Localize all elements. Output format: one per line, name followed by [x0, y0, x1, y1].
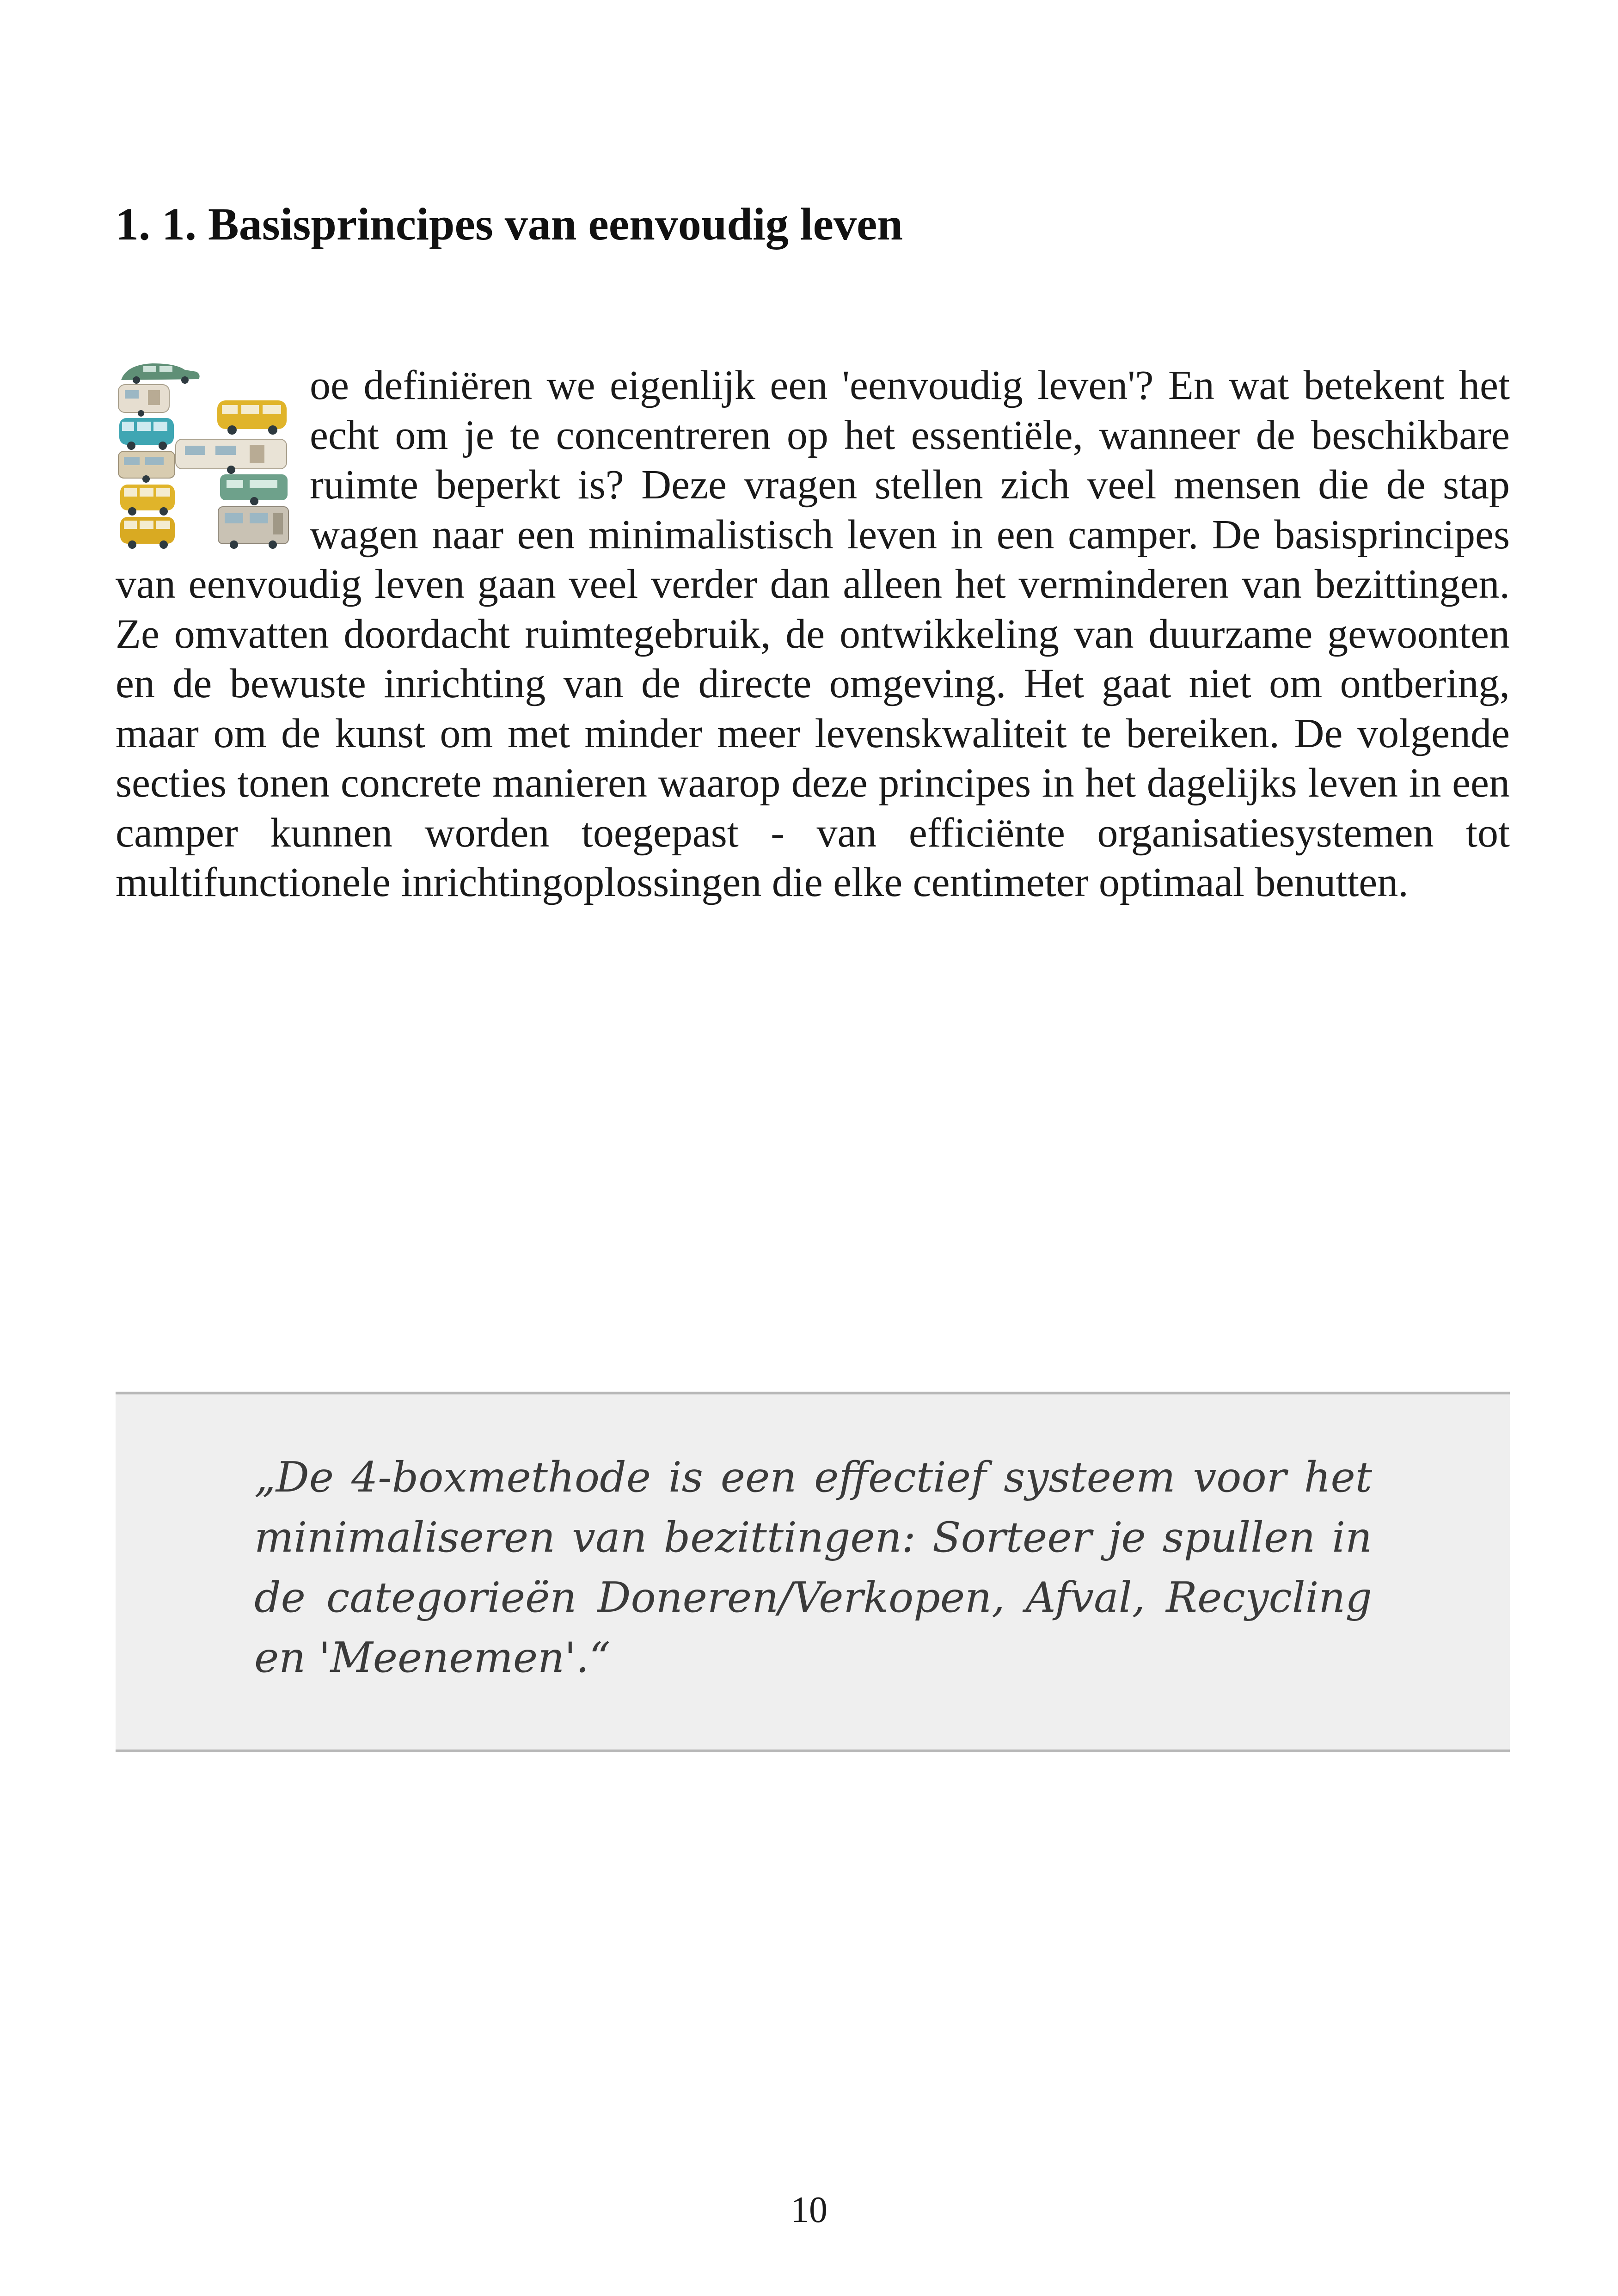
yellow-van-shape-left-2: [120, 517, 175, 549]
intro-paragraph-text: oe definiëren we eigenlijk een 'eenvoudig leven'? En wat betekent het echt om je te concentreren op het essentiële, wanneer de beschikbare ruimte beperkt is? Deze vragen stellen zich veel mensen die de stap wagen naar een minimalistisch leven in een camper. De basisprincipes van eenvoudig leven gaan veel verder dan alleen het verminderen van bezittingen. Ze omvatten doordacht ruimtegebruik, de ontwikkeling van duurzame gewoonten en de bewuste inrichting van de directe omgeving. Het gaat niet om ontbering, maar om de kunst om met minder meer levenskwaliteit te bereiken. De volgende secties tonen concrete manieren waarop deze principes in het dagelijks leven in een camper kunnen worden toegepast - van efficiënte organisatiesystemen tot multifunctionele inrichtingoplossingen die elke centimeter optimaal benutten.: [116, 362, 1510, 905]
callout-quote: „De 4-boxmethode is een effectief systeem voor het minimaliseren van bezittingen: Sorteer je spullen in de categorieën Doneren/Verkopen, Afval, Recycling en 'Meenemen'.“: [254, 1453, 1372, 1682]
grey-camper-shape: [218, 507, 288, 549]
intro-paragraph: [116, 361, 1510, 908]
beige-caravan-shape: [118, 451, 175, 483]
page-number: 10: [791, 2190, 827, 2230]
vintage-car-shape: [121, 363, 200, 384]
stacked-campers-icon: [116, 361, 294, 550]
crossbar-caravan-shape: [176, 439, 287, 474]
green-trailer-shape: [220, 474, 288, 505]
section-heading: 1. 1. Basisprincipes van eenvoudig leven: [116, 198, 903, 250]
drop-cap-h-camper-illustration: [116, 361, 294, 550]
caravan-shape: [118, 385, 169, 417]
teal-van-shape: [119, 418, 174, 450]
quote-callout-box: [116, 1392, 1510, 1752]
yellow-van-shape-right-top: [217, 400, 287, 435]
yellow-van-shape-left-1: [120, 485, 175, 516]
